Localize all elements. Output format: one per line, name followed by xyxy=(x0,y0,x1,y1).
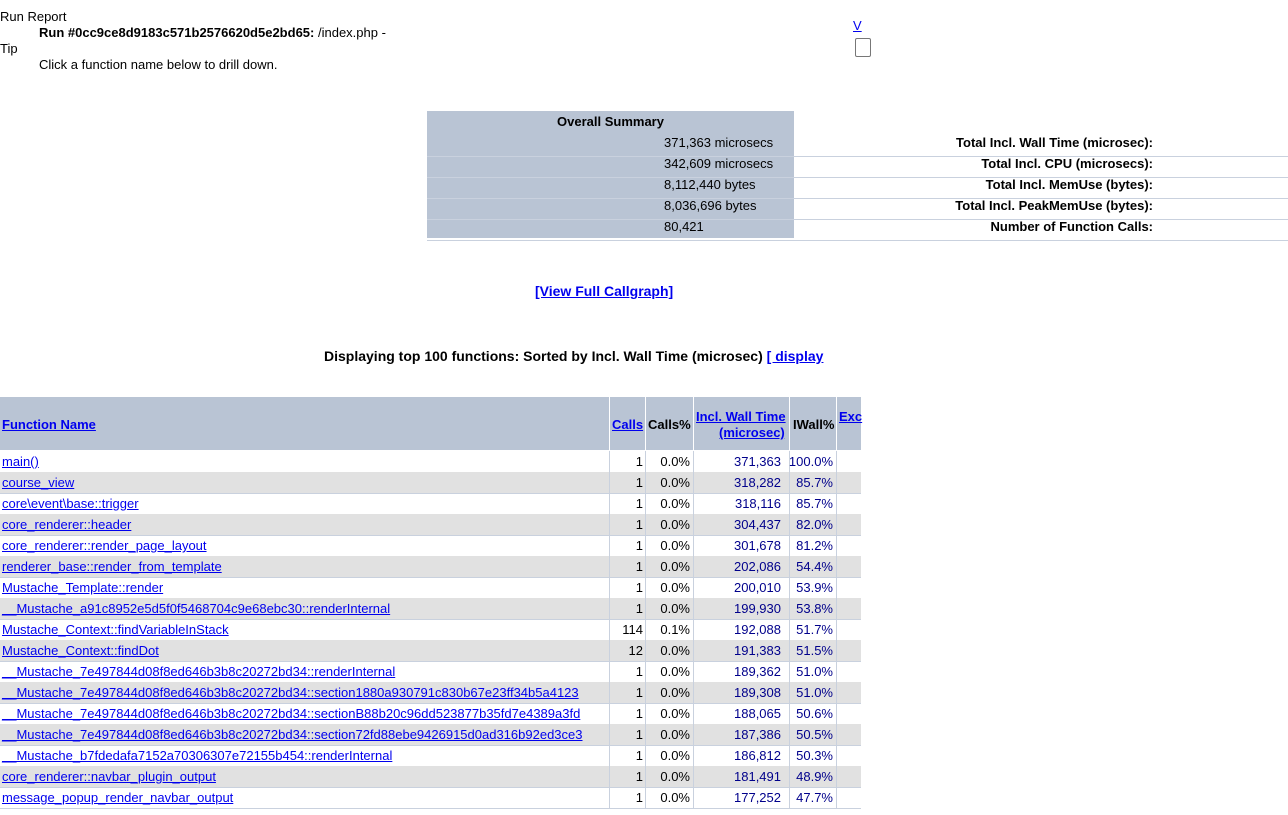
column-divider xyxy=(609,724,610,745)
incl-wall-time-cell: 301,678 xyxy=(734,538,781,553)
sort-calls[interactable]: Calls xyxy=(612,417,644,432)
summary-row xyxy=(427,219,1288,241)
table-row xyxy=(0,535,861,557)
sort-incl-wall-time[interactable]: Incl. Wall Time xyxy=(696,409,786,424)
calls-cell: 1 xyxy=(635,517,643,532)
display-all-link[interactable]: [ display xyxy=(766,348,824,364)
column-divider xyxy=(836,535,837,556)
iwall-pct-header: IWall% xyxy=(793,417,835,432)
calls-cell: 1 xyxy=(635,706,643,721)
column-divider xyxy=(645,472,646,493)
column-divider xyxy=(836,640,837,661)
incl-wall-time-cell: 200,010 xyxy=(734,580,781,595)
calls-cell: 1 xyxy=(635,769,643,784)
run-id: Run #0cc9ce8d9183c571b2576620d5e2bd65: xyxy=(39,25,315,40)
function-name-link[interactable]: __Mustache_a91c8952e5d5f0f5468704c9e68ebc30::renderInternal xyxy=(2,601,391,616)
calls-cell: 1 xyxy=(635,664,643,679)
calls-pct-cell: 0.0% xyxy=(660,685,690,700)
column-divider xyxy=(609,451,610,472)
function-name-link[interactable]: Mustache_Context::findDot xyxy=(2,643,159,658)
column-divider xyxy=(836,745,837,766)
summary-label: Total Incl. MemUse (bytes): xyxy=(985,177,1153,192)
table-row xyxy=(0,640,861,662)
incl-wall-time-cell: 177,252 xyxy=(734,790,781,805)
table-row xyxy=(0,766,861,788)
column-divider xyxy=(836,598,837,619)
calls-pct-cell: 0.0% xyxy=(660,454,690,469)
column-divider xyxy=(836,451,837,472)
iwall-pct-cell: 50.3% xyxy=(796,748,833,763)
column-divider xyxy=(609,472,610,493)
iwall-pct-cell: 50.5% xyxy=(796,727,833,742)
calls-cell: 114 xyxy=(622,622,643,637)
calls-pct-header: Calls% xyxy=(648,417,691,432)
column-divider xyxy=(836,619,837,640)
column-divider xyxy=(693,745,694,766)
incl-wall-time-cell: 202,086 xyxy=(734,559,781,574)
column-divider xyxy=(609,493,610,514)
table-row xyxy=(0,451,861,473)
top-right-select[interactable] xyxy=(855,38,871,57)
calls-pct-cell: 0.0% xyxy=(660,706,690,721)
column-divider xyxy=(789,556,790,577)
column-divider xyxy=(693,577,694,598)
iwall-pct-cell: 47.7% xyxy=(796,790,833,805)
table-row xyxy=(0,682,861,704)
calls-pct-cell: 0.0% xyxy=(660,790,690,805)
tip-text: Click a function name below to drill down. xyxy=(39,57,278,72)
function-name-link[interactable]: __Mustache_7e497844d08f8ed646b3b8c20272bd34::sectionB88b20c96dd523877b35fd7e4389a3fd xyxy=(2,706,581,721)
calls-cell: 1 xyxy=(635,580,643,595)
column-divider xyxy=(789,703,790,724)
column-divider xyxy=(645,577,646,598)
incl-wall-time-cell: 186,812 xyxy=(734,748,781,763)
column-divider xyxy=(693,472,694,493)
column-divider xyxy=(836,577,837,598)
calls-cell: 1 xyxy=(635,727,643,742)
column-divider xyxy=(609,640,610,661)
calls-cell: 1 xyxy=(635,454,643,469)
column-divider xyxy=(789,598,790,619)
incl-wall-time-cell: 318,116 xyxy=(734,496,781,511)
displaying-text: Displaying top 100 functions: Sorted by Incl. Wall Time (microsec) xyxy=(324,348,763,364)
column-divider xyxy=(693,451,694,472)
calls-pct-cell: 0.0% xyxy=(660,475,690,490)
table-row xyxy=(0,577,861,599)
column-divider xyxy=(609,766,610,787)
column-divider xyxy=(609,556,610,577)
column-divider xyxy=(645,619,646,640)
function-name-link[interactable]: __Mustache_7e497844d08f8ed646b3b8c20272bd34::section72fd88ebe9426915d0ad316b92ed3ce3 xyxy=(2,727,583,742)
calls-pct-cell: 0.0% xyxy=(660,559,690,574)
header-divider xyxy=(836,397,837,450)
incl-wall-time-cell: 188,065 xyxy=(734,706,781,721)
table-row xyxy=(0,493,861,515)
iwall-pct-cell: 51.5% xyxy=(796,643,833,658)
view-full-callgraph-link[interactable]: [View Full Callgraph] xyxy=(535,283,674,299)
incl-wall-time-cell: 192,088 xyxy=(734,622,781,637)
incl-wall-time-cell: 189,308 xyxy=(734,685,781,700)
calls-pct-cell: 0.0% xyxy=(660,748,690,763)
column-divider xyxy=(645,535,646,556)
calls-cell: 1 xyxy=(635,601,643,616)
calls-pct-cell: 0.0% xyxy=(660,643,690,658)
column-divider xyxy=(693,493,694,514)
column-divider xyxy=(693,703,694,724)
calls-cell: 1 xyxy=(635,790,643,805)
column-divider xyxy=(609,577,610,598)
column-divider xyxy=(645,598,646,619)
incl-wall-time-cell: 187,386 xyxy=(734,727,781,742)
function-name-link[interactable]: Mustache_Template::render xyxy=(2,580,164,595)
table-row xyxy=(0,556,861,578)
summary-value: 80,421 xyxy=(664,219,704,234)
iwall-pct-cell: 82.0% xyxy=(796,517,833,532)
column-divider xyxy=(789,535,790,556)
iwall-pct-cell: 81.2% xyxy=(796,538,833,553)
table-row xyxy=(0,745,861,767)
sort-function-name[interactable]: Function Name xyxy=(2,417,96,432)
table-row xyxy=(0,703,861,725)
run-path: /index.php - xyxy=(317,25,386,40)
calls-cell: 1 xyxy=(635,559,643,574)
overall-summary xyxy=(427,111,1153,238)
iwall-pct-cell: 50.6% xyxy=(796,706,833,721)
header-divider xyxy=(645,397,646,450)
sort-excl[interactable]: Exc xyxy=(839,409,863,424)
iwall-pct-cell: 51.7% xyxy=(796,622,833,637)
column-divider xyxy=(789,493,790,514)
iwall-pct-cell: 85.7% xyxy=(796,496,833,511)
function-name-link[interactable]: renderer_base::render_from_template xyxy=(2,559,222,574)
column-divider xyxy=(645,493,646,514)
column-divider xyxy=(645,661,646,682)
column-divider xyxy=(836,556,837,577)
column-divider xyxy=(836,703,837,724)
calls-pct-cell: 0.0% xyxy=(660,727,690,742)
column-divider xyxy=(789,514,790,535)
column-divider xyxy=(609,619,610,640)
column-divider xyxy=(693,682,694,703)
calls-cell: 1 xyxy=(635,475,643,490)
function-name-link[interactable]: core_renderer::render_page_layout xyxy=(2,538,207,553)
calls-pct-cell: 0.0% xyxy=(660,664,690,679)
table-row xyxy=(0,472,861,494)
report-title: Run Report xyxy=(0,9,67,24)
column-divider xyxy=(836,724,837,745)
column-divider xyxy=(693,787,694,808)
column-divider xyxy=(789,724,790,745)
table-row xyxy=(0,724,861,746)
calls-pct-cell: 0.1% xyxy=(660,622,690,637)
iwall-pct-cell: 51.0% xyxy=(796,685,833,700)
column-divider xyxy=(645,724,646,745)
column-divider xyxy=(693,514,694,535)
calls-pct-cell: 0.0% xyxy=(660,580,690,595)
incl-wall-time-cell: 191,383 xyxy=(734,643,781,658)
summary-row xyxy=(427,135,1288,157)
calls-pct-cell: 0.0% xyxy=(660,517,690,532)
function-name-link[interactable]: main() xyxy=(2,454,39,469)
function-name-link[interactable]: core_renderer::header xyxy=(2,517,132,532)
column-divider xyxy=(609,682,610,703)
function-name-link[interactable]: __Mustache_7e497844d08f8ed646b3b8c20272bd34::renderInternal xyxy=(2,664,396,679)
column-divider xyxy=(789,472,790,493)
calls-pct-cell: 0.0% xyxy=(660,769,690,784)
calls-cell: 1 xyxy=(635,538,643,553)
iwall-pct-cell: 85.7% xyxy=(796,475,833,490)
summary-value: 371,363 microsecs xyxy=(664,135,774,150)
column-divider xyxy=(609,535,610,556)
column-divider xyxy=(693,724,694,745)
calls-pct-cell: 0.0% xyxy=(660,496,690,511)
iwall-pct-cell: 54.4% xyxy=(796,559,833,574)
iwall-pct-cell: 48.9% xyxy=(796,769,833,784)
summary-row xyxy=(427,198,1288,220)
iwall-pct-cell: 53.9% xyxy=(796,580,833,595)
run-line xyxy=(39,25,386,40)
table-row xyxy=(0,619,861,641)
header-divider xyxy=(693,397,694,450)
column-divider xyxy=(609,703,610,724)
column-divider xyxy=(609,598,610,619)
calls-cell: 12 xyxy=(628,643,643,658)
column-divider xyxy=(645,451,646,472)
column-divider xyxy=(693,661,694,682)
table-row xyxy=(0,598,861,620)
incl-wall-time-cell: 181,491 xyxy=(734,769,781,784)
column-divider xyxy=(836,472,837,493)
column-divider xyxy=(836,514,837,535)
summary-title: Overall Summary xyxy=(557,114,664,129)
function-name-link[interactable]: core\event\base::trigger xyxy=(2,496,139,511)
column-divider xyxy=(836,682,837,703)
calls-cell: 1 xyxy=(635,748,643,763)
column-divider xyxy=(693,598,694,619)
column-divider xyxy=(693,535,694,556)
column-divider xyxy=(693,640,694,661)
column-divider xyxy=(693,619,694,640)
table-row xyxy=(0,661,861,683)
function-name-link[interactable]: message_popup_render_navbar_output xyxy=(2,790,234,805)
column-divider xyxy=(645,745,646,766)
iwall-pct-cell: 100.0% xyxy=(788,454,833,469)
summary-label: Total Incl. Wall Time (microsec): xyxy=(956,135,1153,150)
column-divider xyxy=(645,787,646,808)
sort-incl-wall-time-unit[interactable]: (microsec) xyxy=(719,425,785,440)
column-divider xyxy=(609,787,610,808)
column-divider xyxy=(836,766,837,787)
column-divider xyxy=(645,703,646,724)
summary-value: 8,036,696 bytes xyxy=(664,198,757,213)
function-name-link[interactable]: __Mustache_7e497844d08f8ed646b3b8c20272bd34::section1880a930791c830b67e23ff34b5a4123 xyxy=(2,685,579,700)
column-divider xyxy=(789,640,790,661)
summary-value: 342,609 microsecs xyxy=(664,156,774,171)
column-divider xyxy=(789,619,790,640)
table-row xyxy=(0,787,861,809)
column-divider xyxy=(645,514,646,535)
column-divider xyxy=(645,682,646,703)
column-divider xyxy=(789,661,790,682)
summary-row xyxy=(427,156,1288,178)
column-divider xyxy=(645,766,646,787)
column-divider xyxy=(609,661,610,682)
column-divider xyxy=(789,577,790,598)
column-divider xyxy=(789,745,790,766)
incl-wall-time-cell: 318,282 xyxy=(734,475,781,490)
tip-label: Tip xyxy=(0,41,18,56)
column-divider xyxy=(693,766,694,787)
header-divider xyxy=(789,397,790,450)
summary-label: Number of Function Calls: xyxy=(990,219,1153,234)
incl-wall-time-cell: 199,930 xyxy=(734,601,781,616)
iwall-pct-cell: 51.0% xyxy=(796,664,833,679)
top-right-link[interactable]: V xyxy=(853,18,862,33)
table-row xyxy=(0,514,861,536)
incl-wall-time-cell: 371,363 xyxy=(734,454,781,469)
column-divider xyxy=(836,787,837,808)
summary-label: Total Incl. CPU (microsecs): xyxy=(981,156,1153,171)
summary-row xyxy=(427,177,1288,199)
calls-cell: 1 xyxy=(635,685,643,700)
displaying-caption xyxy=(324,348,823,364)
summary-label: Total Incl. PeakMemUse (bytes): xyxy=(955,198,1153,213)
column-divider xyxy=(789,787,790,808)
column-divider xyxy=(693,556,694,577)
function-name-link[interactable]: course_view xyxy=(2,475,75,490)
column-divider xyxy=(789,682,790,703)
function-name-link[interactable]: Mustache_Context::findVariableInStack xyxy=(2,622,229,637)
column-divider xyxy=(645,640,646,661)
calls-pct-cell: 0.0% xyxy=(660,538,690,553)
incl-wall-time-cell: 189,362 xyxy=(734,664,781,679)
column-divider xyxy=(836,661,837,682)
summary-value: 8,112,440 bytes xyxy=(664,177,756,192)
column-divider xyxy=(609,514,610,535)
table-header xyxy=(0,397,861,450)
column-divider xyxy=(645,556,646,577)
function-name-link[interactable]: __Mustache_b7fdedafa7152a70306307e72155b454::renderInternal xyxy=(2,748,393,763)
function-name-link[interactable]: core_renderer::navbar_plugin_output xyxy=(2,769,216,784)
column-divider xyxy=(789,766,790,787)
column-divider xyxy=(836,493,837,514)
calls-pct-cell: 0.0% xyxy=(660,601,690,616)
header-divider xyxy=(609,397,610,450)
calls-cell: 1 xyxy=(635,496,643,511)
incl-wall-time-cell: 304,437 xyxy=(734,517,781,532)
iwall-pct-cell: 53.8% xyxy=(796,601,833,616)
column-divider xyxy=(609,745,610,766)
